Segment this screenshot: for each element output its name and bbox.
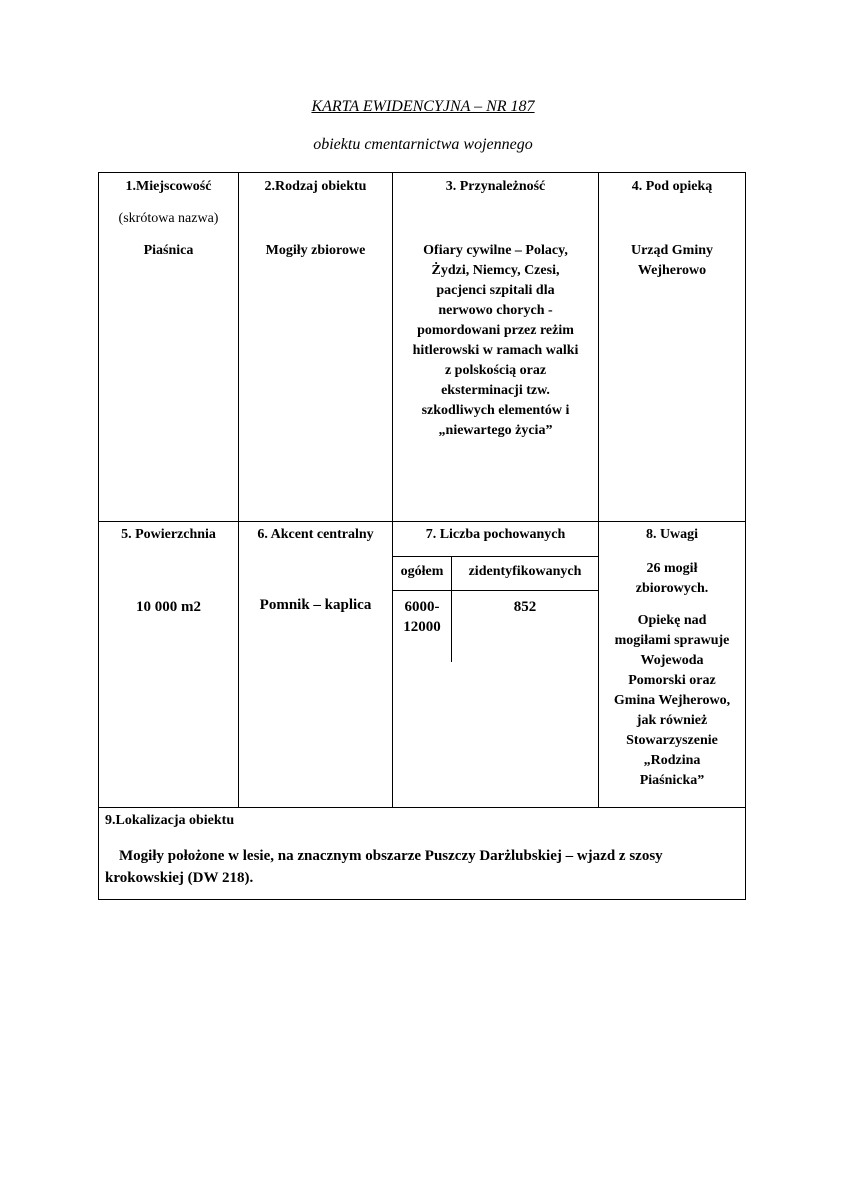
- text-line: zbiorowych.: [635, 581, 709, 596]
- text-line: hitlerowski w ramach walki: [412, 343, 579, 358]
- text-line: Ofiary cywilne – Polacy,: [423, 243, 568, 258]
- cell-akcent-centralny: [239, 525, 392, 615]
- value-lokalizacja: [105, 845, 741, 889]
- text-line: Stowarzyszenie: [626, 733, 718, 748]
- text-line: mogiłami sprawuje: [614, 633, 730, 648]
- text-line: pomordowani przez reżim: [417, 323, 574, 338]
- value-powierzchnia: 10 000 m2: [136, 599, 201, 615]
- value-ogolem: [393, 597, 451, 637]
- label-lokalizacja: 9.Lokalizacja obiektu: [105, 813, 235, 828]
- subheader-ogolem: ogółem: [400, 564, 444, 579]
- label-uwagi: 8. Uwagi: [645, 527, 699, 542]
- text-line: Piaśnicka”: [639, 773, 705, 788]
- value-pod-opieka: [599, 241, 745, 281]
- cell-uwagi: [599, 525, 745, 791]
- text-line: Gmina Wejherowo,: [613, 693, 731, 708]
- text-line: 6000-: [404, 599, 440, 615]
- cell-rodzaj-obiektu: [239, 177, 392, 261]
- record-table: [98, 172, 746, 900]
- value-miejscowosc: Piaśnica: [143, 243, 194, 258]
- document-title: KARTA EWIDENCYJNA – NR 187: [311, 98, 535, 115]
- text-line: Opiekę nad: [637, 613, 707, 628]
- spacer: [599, 599, 745, 611]
- sublabel-skrotowa-nazwa: (skrótowa nazwa): [118, 211, 219, 226]
- subheader-zidentyfikowanych: zidentyfikowanych: [468, 564, 582, 579]
- cell-powierzchnia: [99, 525, 238, 617]
- value-uwagi: [599, 559, 745, 791]
- cell-przynaleznosc: [393, 177, 598, 441]
- text-line: 26 mogił: [646, 561, 698, 576]
- value-przynaleznosc: [393, 241, 598, 441]
- text-line: Wojewoda: [640, 653, 704, 668]
- text-line: Urząd Gminy: [630, 243, 714, 258]
- label-liczba-pochowanych: [393, 525, 598, 545]
- value-rodzaj-obiektu: Mogiły zbiorowe: [265, 243, 366, 258]
- subheader-divider: [392, 590, 598, 591]
- value-akcent-centralny: Pomnik – kaplica: [259, 597, 372, 613]
- label-miejscowosc: 1.Miejscowość: [125, 179, 212, 194]
- text-line: szkodliwych elementów i: [421, 403, 570, 418]
- label-powierzchnia: 5. Powierzchnia: [121, 527, 216, 542]
- cell-miejscowosc: [99, 177, 238, 261]
- text-line: „Rodzina: [643, 753, 701, 768]
- text-line: 12000: [403, 619, 441, 635]
- text-line: jak również: [636, 713, 708, 728]
- label-przynaleznosc: 3. Przynależność: [445, 179, 546, 194]
- value-zidentyfikowanych: 852: [513, 599, 537, 615]
- label-pod-opieka: 4. Pod opieką: [631, 179, 713, 194]
- text-line: Żydzi, Niemcy, Czesi,: [431, 263, 560, 278]
- column-divider: [238, 173, 239, 807]
- cell-pod-opieka: [599, 177, 745, 281]
- label-rodzaj-obiektu: 2.Rodzaj obiektu: [264, 179, 367, 194]
- text-line: Wejherowo: [637, 263, 707, 278]
- subheader-divider: [392, 556, 598, 557]
- text-line: eksterminacji tzw.: [441, 383, 550, 398]
- label-akcent-centralny: 6. Akcent centralny: [257, 527, 374, 542]
- text-line: z polskością oraz: [444, 363, 547, 378]
- text-line: „niewartego życia”: [438, 423, 553, 438]
- text-line: krokowskiej (DW 218).: [105, 870, 254, 886]
- text-line: nerwowo chorych -: [438, 303, 553, 318]
- text-line: Mogiły położone w lesie, na znacznym obszarze Puszczy Darżlubskiej – wjazd z szosy: [119, 848, 663, 864]
- row-divider: [99, 807, 745, 808]
- text-line: pacjenci szpitali dla: [436, 283, 555, 298]
- text-line: Pomorski oraz: [628, 673, 716, 688]
- row-divider: [99, 521, 745, 522]
- document-subtitle: obiektu cmentarnictwa wojennego: [313, 136, 533, 153]
- label-text: 7. Liczba pochowanych: [425, 527, 566, 542]
